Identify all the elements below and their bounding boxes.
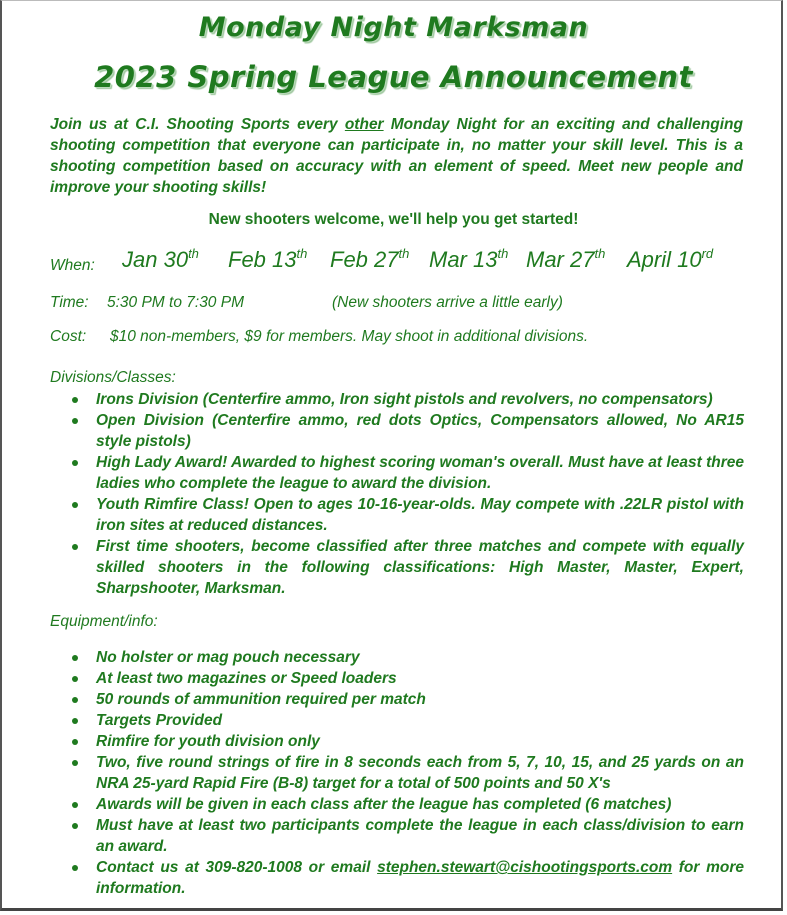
bullet-icon xyxy=(72,418,78,424)
title-league-name: Monday Night Marksman xyxy=(198,12,589,43)
date-item xyxy=(228,247,307,273)
division-item-text: Irons Division (Centerfire ammo, Iron sight pistols and revolvers, no compensators) xyxy=(96,391,713,408)
equipment-item-text: Rimfire for youth division only xyxy=(96,733,320,750)
list-item xyxy=(50,689,744,710)
date-text: Mar 13 xyxy=(429,247,498,272)
date-item xyxy=(526,247,605,273)
list-item xyxy=(50,494,744,536)
equipment-item-text: Awards will be given in each class after the league has completed (6 matches) xyxy=(96,796,672,813)
divisions-heading: Divisions/Classes: xyxy=(50,369,176,386)
contact-text-before: Contact us at 309-820-1008 or email xyxy=(96,859,378,876)
list-item xyxy=(50,452,744,494)
cost-label: Cost: xyxy=(50,328,87,345)
date-text: Feb 27 xyxy=(330,247,399,272)
list-item xyxy=(50,410,744,452)
intro-text-after: Monday Night for an exciting and challenging shooting competition that everyone can participate in, no matter your skill level. This is a shooting competition based on accuracy with an element of speed. Meet new people and improve your shooting skills! xyxy=(50,116,743,196)
equipment-item-text: Must have at least two participants complete the league in each class/division to earn an award. xyxy=(96,817,744,855)
bullet-icon xyxy=(72,397,78,403)
divisions-list xyxy=(50,389,744,599)
equipment-item-text: At least two magazines or Speed loaders xyxy=(96,670,397,687)
time-value: 5:30 PM to 7:30 PM xyxy=(107,294,244,311)
time-row xyxy=(50,294,563,312)
date-text: April 10 xyxy=(627,247,702,272)
equipment-item-text: No holster or mag pouch necessary xyxy=(96,649,360,666)
date-suffix: th xyxy=(296,246,308,261)
bullet-icon xyxy=(72,760,78,766)
date-suffix: th xyxy=(398,246,410,261)
date-text: Feb 13 xyxy=(228,247,297,272)
list-item xyxy=(50,815,744,857)
cost-row xyxy=(50,328,589,346)
time-label: Time: xyxy=(50,294,89,311)
contact-text-after: for more information. xyxy=(96,859,744,897)
list-item xyxy=(50,752,744,794)
cost-value: $10 non-members, $9 for members. May shoot in additional divisions. xyxy=(110,328,589,345)
list-item xyxy=(50,710,744,731)
bullet-icon xyxy=(72,865,78,871)
date-text: Jan 30 xyxy=(122,247,189,272)
bullet-icon xyxy=(72,502,78,508)
email-link[interactable]: stephen.stewart@cishootingsports.com xyxy=(377,859,673,876)
list-item xyxy=(50,536,744,599)
when-label: When: xyxy=(50,257,95,274)
bullet-icon xyxy=(72,676,78,682)
bullet-icon xyxy=(72,655,78,661)
title-announcement: 2023 Spring League Announcement xyxy=(94,60,693,94)
date-suffix: th xyxy=(497,246,509,261)
equipment-item-text: Targets Provided xyxy=(96,712,223,729)
bullet-icon xyxy=(72,739,78,745)
bullet-icon xyxy=(72,460,78,466)
bullet-icon xyxy=(72,544,78,550)
date-item xyxy=(429,247,508,273)
date-item xyxy=(122,247,199,273)
intro-underlined-word: other xyxy=(344,116,384,133)
date-item xyxy=(330,247,409,273)
list-item xyxy=(50,731,744,752)
date-suffix: th xyxy=(188,246,199,261)
bullet-icon xyxy=(72,718,78,724)
equipment-item-text: Two, five round strings of fire in 8 seconds each from 5, 7, 10, 15, and 25 yards on an NRA 25-yard Rapid Fire (B-8) target for a total of 500 points and 50 X's xyxy=(96,754,744,792)
division-item-text: First time shooters, become classified after three matches and compete with equally skilled shooters in the following classifications: High Master, Master, Expert, Sharpshooter, Marksman. xyxy=(96,538,744,597)
division-item-text: Open Division (Centerfire ammo, red dots Optics, Compensators allowed, No AR15 style pistols) xyxy=(96,412,744,450)
date-text: Mar 27 xyxy=(526,247,595,272)
date-suffix: rd xyxy=(701,246,714,261)
intro-paragraph xyxy=(50,114,743,198)
equipment-heading: Equipment/info: xyxy=(50,613,158,630)
date-suffix: th xyxy=(594,246,606,261)
equipment-item-text: 50 rounds of ammunition required per match xyxy=(96,691,426,708)
bullet-icon xyxy=(72,802,78,808)
list-item xyxy=(50,794,744,815)
equipment-list xyxy=(50,647,744,899)
division-item-text: High Lady Award! Awarded to highest scoring woman's overall. Must have at least three ladies who complete the league to award the division. xyxy=(96,454,744,492)
intro-text-before: Join us at C.I. Shooting Sports every xyxy=(50,116,345,133)
list-item xyxy=(50,857,744,899)
welcome-message: New shooters welcome, we'll help you get started! xyxy=(208,211,579,228)
bullet-icon xyxy=(72,823,78,829)
bullet-icon xyxy=(72,697,78,703)
list-item xyxy=(50,647,744,668)
list-item xyxy=(50,668,744,689)
division-item-text: Youth Rimfire Class! Open to ages 10-16-year-olds. May compete with .22LR pistol with iron sites at reduced distances. xyxy=(96,496,744,534)
date-item xyxy=(627,247,713,273)
time-note: (New shooters arrive a little early) xyxy=(332,294,563,311)
list-item xyxy=(50,389,744,410)
